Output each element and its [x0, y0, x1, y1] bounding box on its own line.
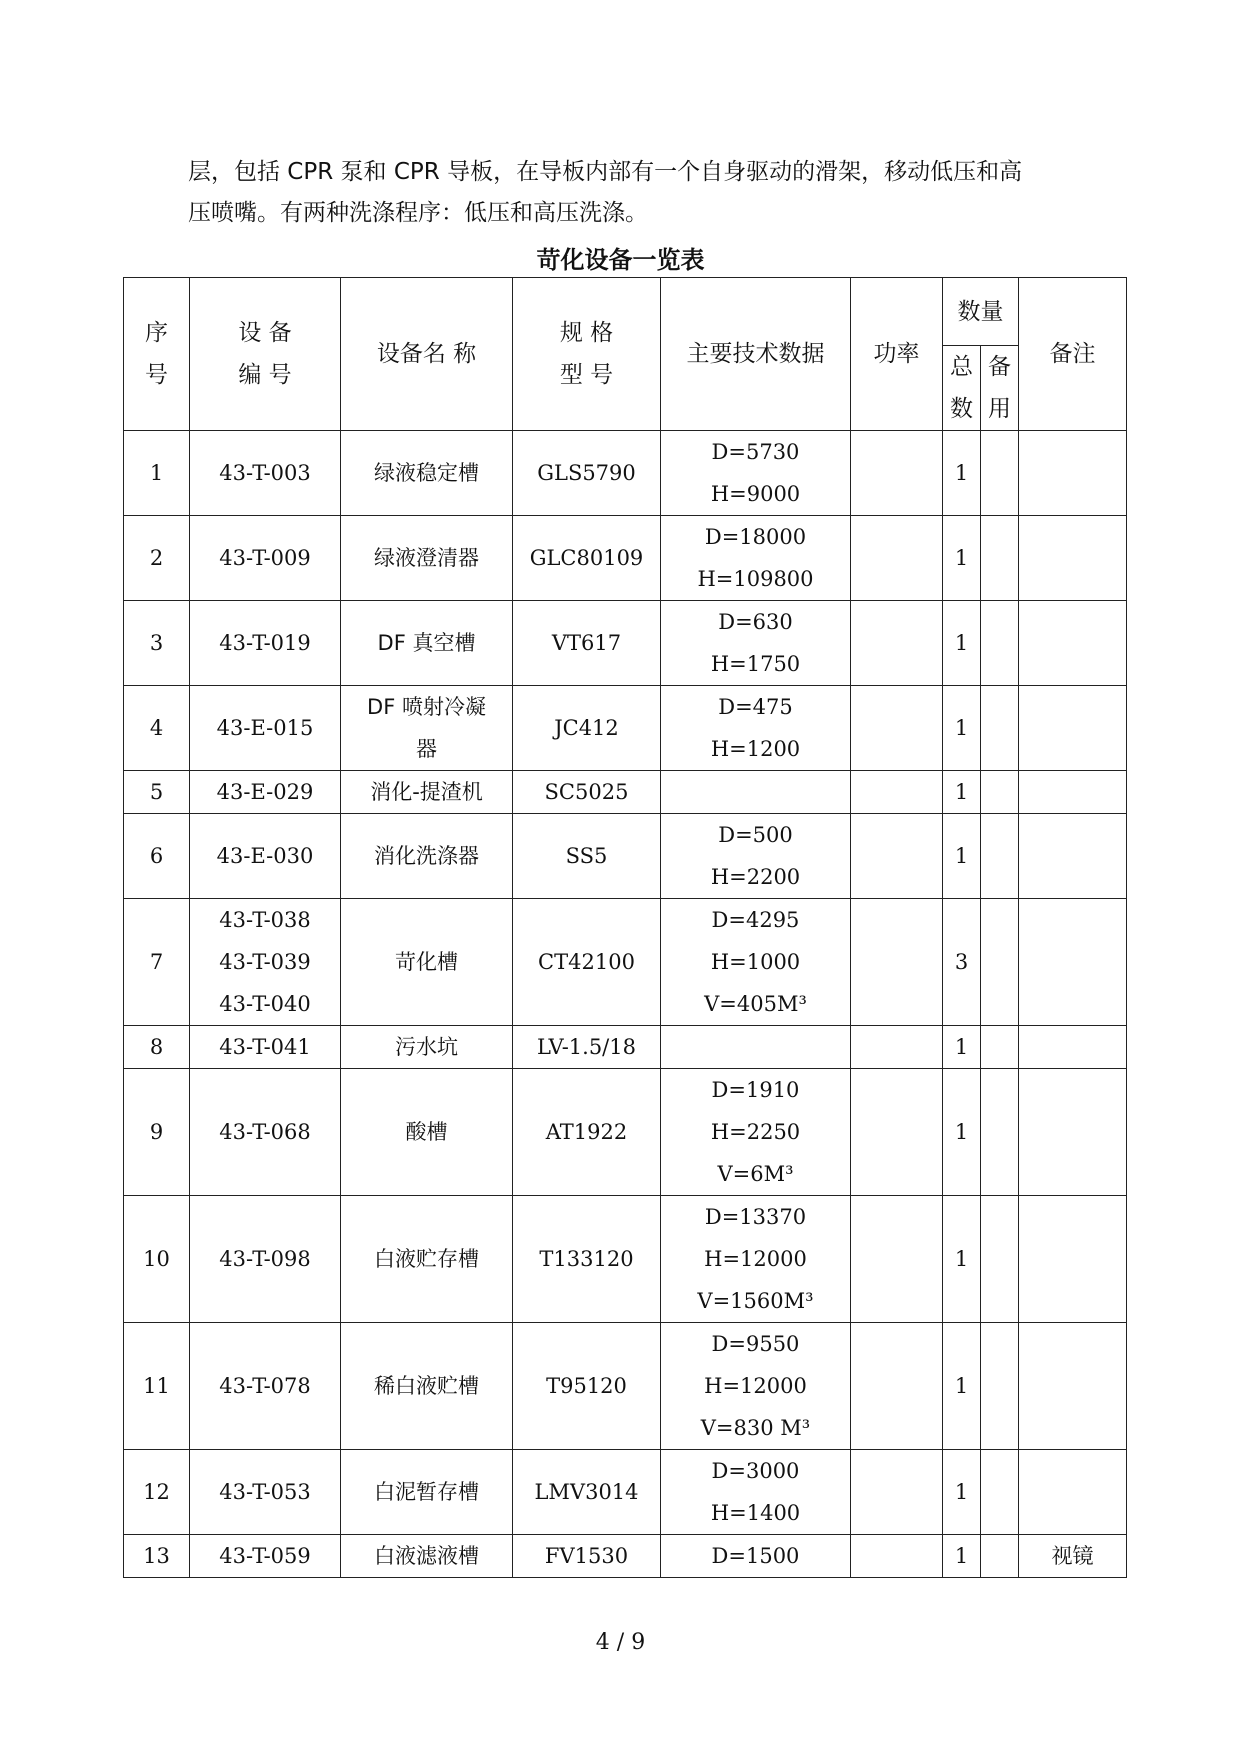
cell-power [851, 1535, 943, 1578]
cell-seq: 6 [124, 814, 190, 899]
cell-spec: VT617 [513, 601, 661, 686]
cell-tech-line: D=13370 [704, 1205, 807, 1229]
header-spec [513, 278, 661, 431]
cell-tech [661, 516, 851, 601]
header-code-line-2: 编 号 [238, 362, 292, 388]
cell-tech-line: D=18000 [704, 525, 807, 549]
cell-spare [981, 899, 1019, 1026]
cell-tech-line: H=1750 [710, 652, 801, 676]
cell-tech [661, 1196, 851, 1323]
cell-power [851, 1026, 943, 1069]
cell-name [341, 1450, 513, 1535]
table-row [124, 1323, 1127, 1450]
header-remark: 备注 [1019, 278, 1127, 431]
cell-power [851, 1196, 943, 1323]
cell-spec: LMV3014 [513, 1450, 661, 1535]
table-row [124, 1069, 1127, 1196]
cell-name [341, 1535, 513, 1578]
cell-tech-line: H=9000 [710, 482, 801, 506]
header-seq-line-2: 号 [145, 362, 168, 388]
cell-remark: 视镜 [1019, 1535, 1127, 1578]
cell-tech-line: D=9550 [711, 1332, 800, 1356]
cell-total: 1 [943, 1069, 981, 1196]
cell-spec: GLC80109 [513, 516, 661, 601]
header-spare [981, 346, 1019, 431]
cell-tech-line: D=1500 [711, 1544, 800, 1568]
cell-code [190, 1535, 341, 1578]
cell-code [190, 814, 341, 899]
cell-seq: 9 [124, 1069, 190, 1196]
cell-seq: 13 [124, 1535, 190, 1578]
cell-power [851, 1323, 943, 1450]
cell-tech [661, 1450, 851, 1535]
cell-tech-line: D=1910 [711, 1078, 800, 1102]
cell-code-line: 43-T-019 [219, 631, 311, 655]
cell-code-line: 43-E-015 [216, 716, 314, 740]
cell-tech-line: H=2200 [710, 865, 801, 889]
cell-tech-line: D=475 [718, 695, 793, 719]
cell-total: 1 [943, 686, 981, 771]
table-row [124, 899, 1127, 1026]
cell-name [341, 431, 513, 516]
cell-remark [1019, 1026, 1127, 1069]
cell-tech [661, 1535, 851, 1578]
table-row [124, 1535, 1127, 1578]
cell-name-line: 绿液稳定槽 [374, 461, 479, 485]
cell-remark [1019, 1196, 1127, 1323]
cell-spec: T133120 [513, 1196, 661, 1323]
cell-name-line: 白泥暂存槽 [374, 1480, 479, 1504]
table-row [124, 516, 1127, 601]
cell-name [341, 1196, 513, 1323]
cell-power [851, 1450, 943, 1535]
cell-code-line: 43-E-030 [216, 844, 314, 868]
cell-power [851, 601, 943, 686]
cell-spare [981, 771, 1019, 814]
cell-code [190, 431, 341, 516]
cell-name-line: 绿液澄清器 [374, 546, 479, 570]
cell-spare [981, 1069, 1019, 1196]
cell-name-line: 稀白液贮槽 [374, 1374, 479, 1398]
header-total-line-1: 总 [950, 354, 973, 380]
cell-name-line: 消化-提渣机 [370, 780, 483, 804]
cell-name [341, 1069, 513, 1196]
cell-spare [981, 431, 1019, 516]
cell-tech-line: H=1200 [710, 737, 801, 761]
cell-remark [1019, 686, 1127, 771]
cell-name-line: 白液滤液槽 [374, 1544, 479, 1568]
cell-tech-line: V=405M³ [704, 992, 807, 1016]
cell-spare [981, 686, 1019, 771]
cell-remark [1019, 771, 1127, 814]
cell-tech [661, 771, 851, 814]
cell-tech [661, 1069, 851, 1196]
cell-total: 3 [943, 899, 981, 1026]
cell-name [341, 771, 513, 814]
cell-code [190, 686, 341, 771]
cell-total: 1 [943, 431, 981, 516]
cell-code [190, 1026, 341, 1069]
cell-name [341, 516, 513, 601]
cell-total: 1 [943, 814, 981, 899]
cell-spec: FV1530 [513, 1535, 661, 1578]
cell-name [341, 814, 513, 899]
cell-name [341, 899, 513, 1026]
cell-spec: JC412 [513, 686, 661, 771]
cell-tech-line: D=630 [718, 610, 793, 634]
cell-tech-line: V=1560M³ [697, 1289, 814, 1313]
table-row [124, 431, 1127, 516]
cell-name-line: 器 [416, 737, 437, 761]
cell-total: 1 [943, 516, 981, 601]
cell-code-line: 43-T-038 [219, 908, 311, 932]
table-body [124, 431, 1127, 1578]
cell-seq: 11 [124, 1323, 190, 1450]
cell-code-line: 43-T-009 [219, 546, 311, 570]
cell-tech [661, 814, 851, 899]
table-row [124, 601, 1127, 686]
intro-paragraph [188, 152, 1088, 234]
cell-code-line: 43-T-059 [219, 1544, 311, 1568]
cell-name [341, 1323, 513, 1450]
cell-code [190, 771, 341, 814]
cell-spare [981, 814, 1019, 899]
cell-code-line: 43-T-040 [219, 992, 311, 1016]
cell-tech-line: H=109800 [697, 567, 814, 591]
cell-tech-line: D=3000 [711, 1459, 800, 1483]
cell-remark [1019, 814, 1127, 899]
cell-total: 1 [943, 1535, 981, 1578]
table-row [124, 1026, 1127, 1069]
cell-seq: 2 [124, 516, 190, 601]
header-name: 设备名 称 [341, 278, 513, 431]
cell-total: 1 [943, 601, 981, 686]
cell-code [190, 601, 341, 686]
cell-spare [981, 601, 1019, 686]
cell-tech-line: H=12000 [704, 1374, 807, 1398]
cell-name [341, 686, 513, 771]
cell-tech-line: H=12000 [704, 1247, 807, 1271]
cell-name-line: 苛化槽 [395, 950, 458, 974]
cell-code-line: 43-T-068 [219, 1120, 311, 1144]
cell-spare [981, 1196, 1019, 1323]
cell-power [851, 1069, 943, 1196]
cell-name-line: 酸槽 [405, 1120, 448, 1144]
table-row [124, 686, 1127, 771]
cell-spare [981, 1450, 1019, 1535]
cell-seq: 12 [124, 1450, 190, 1535]
cell-spec: AT1922 [513, 1069, 661, 1196]
cell-seq: 7 [124, 899, 190, 1026]
equipment-table [123, 277, 1127, 1578]
cell-code-line: 43-T-053 [219, 1480, 311, 1504]
cell-tech-line: V=6M³ [717, 1162, 794, 1186]
table-row [124, 771, 1127, 814]
cell-tech [661, 686, 851, 771]
cell-tech-line: H=2250 [710, 1120, 801, 1144]
cell-tech-line: H=1400 [710, 1501, 801, 1525]
cell-tech-line: D=500 [718, 823, 793, 847]
cell-code-line: 43-T-041 [219, 1035, 311, 1059]
header-code [190, 278, 341, 431]
table-row [124, 1196, 1127, 1323]
header-power: 功率 [851, 278, 943, 431]
header-total-line-2: 数 [950, 396, 973, 422]
cell-tech [661, 1323, 851, 1450]
table-row [124, 1450, 1127, 1535]
header-spec-line-1: 规 格 [559, 320, 614, 346]
cell-tech [661, 1026, 851, 1069]
cell-total: 1 [943, 1196, 981, 1323]
header-qty: 数量 [943, 278, 1019, 346]
cell-code-line: 43-E-029 [216, 780, 314, 804]
cell-remark [1019, 431, 1127, 516]
intro-line-2: 压喷嘴。有两种洗涤程序：低压和高压洗涤。 [188, 200, 648, 226]
cell-name-line: DF 喷射冷凝 [367, 695, 486, 719]
cell-spec: SC5025 [513, 771, 661, 814]
cell-power [851, 516, 943, 601]
header-total [943, 346, 981, 431]
cell-name-line: 白液贮存槽 [374, 1247, 479, 1271]
header-seq-line-1: 序 [145, 320, 168, 346]
header-seq [124, 278, 190, 431]
cell-total: 1 [943, 1323, 981, 1450]
cell-seq: 8 [124, 1026, 190, 1069]
cell-spec: T95120 [513, 1323, 661, 1450]
cell-remark [1019, 601, 1127, 686]
intro-line-1: 层，包括 CPR 泵和 CPR 导板，在导板内部有一个自身驱动的滑架，移动低压和高 [188, 159, 1023, 185]
cell-name-line: 消化洗涤器 [374, 844, 479, 868]
cell-seq: 4 [124, 686, 190, 771]
table-row [124, 814, 1127, 899]
cell-tech [661, 899, 851, 1026]
cell-power [851, 814, 943, 899]
cell-spec: SS5 [513, 814, 661, 899]
cell-code [190, 899, 341, 1026]
cell-code [190, 1323, 341, 1450]
cell-tech-line: H=1000 [710, 950, 801, 974]
cell-remark [1019, 1069, 1127, 1196]
cell-seq: 10 [124, 1196, 190, 1323]
cell-power [851, 899, 943, 1026]
cell-spec: CT42100 [513, 899, 661, 1026]
cell-code-line: 43-T-098 [219, 1247, 311, 1271]
cell-code [190, 1196, 341, 1323]
cell-power [851, 771, 943, 814]
cell-spare [981, 1026, 1019, 1069]
cell-tech-line: D=5730 [711, 440, 800, 464]
cell-name [341, 1026, 513, 1069]
cell-spare [981, 1535, 1019, 1578]
cell-tech-line: V=830 M³ [700, 1416, 811, 1440]
cell-spare [981, 1323, 1019, 1450]
cell-code [190, 1450, 341, 1535]
cell-spare [981, 516, 1019, 601]
cell-tech [661, 601, 851, 686]
cell-power [851, 431, 943, 516]
cell-tech [661, 431, 851, 516]
cell-code-line: 43-T-039 [219, 950, 311, 974]
cell-total: 1 [943, 1026, 981, 1069]
cell-seq: 3 [124, 601, 190, 686]
cell-name-line: DF 真空槽 [377, 631, 476, 655]
page-number: 4 / 9 [595, 1630, 646, 1655]
table-title: 苛化设备一览表 [536, 246, 705, 274]
cell-spec: GLS5790 [513, 431, 661, 516]
cell-seq: 5 [124, 771, 190, 814]
header-spec-line-2: 型 号 [559, 362, 614, 388]
cell-seq: 1 [124, 431, 190, 516]
cell-power [851, 686, 943, 771]
cell-code [190, 516, 341, 601]
cell-remark [1019, 516, 1127, 601]
cell-spec: LV-1.5/18 [513, 1026, 661, 1069]
cell-total: 1 [943, 771, 981, 814]
header-tech: 主要技术数据 [661, 278, 851, 431]
cell-remark [1019, 1323, 1127, 1450]
cell-remark [1019, 899, 1127, 1026]
cell-total: 1 [943, 1450, 981, 1535]
cell-code-line: 43-T-078 [219, 1374, 311, 1398]
header-spare-line-2: 用 [988, 396, 1011, 422]
header-code-line-1: 设 备 [238, 320, 292, 346]
cell-tech-line: D=4295 [711, 908, 800, 932]
cell-remark [1019, 1450, 1127, 1535]
cell-code [190, 1069, 341, 1196]
header-spare-line-1: 备 [988, 354, 1011, 380]
cell-name-line: 污水坑 [395, 1035, 458, 1059]
cell-name [341, 601, 513, 686]
cell-code-line: 43-T-003 [219, 461, 311, 485]
